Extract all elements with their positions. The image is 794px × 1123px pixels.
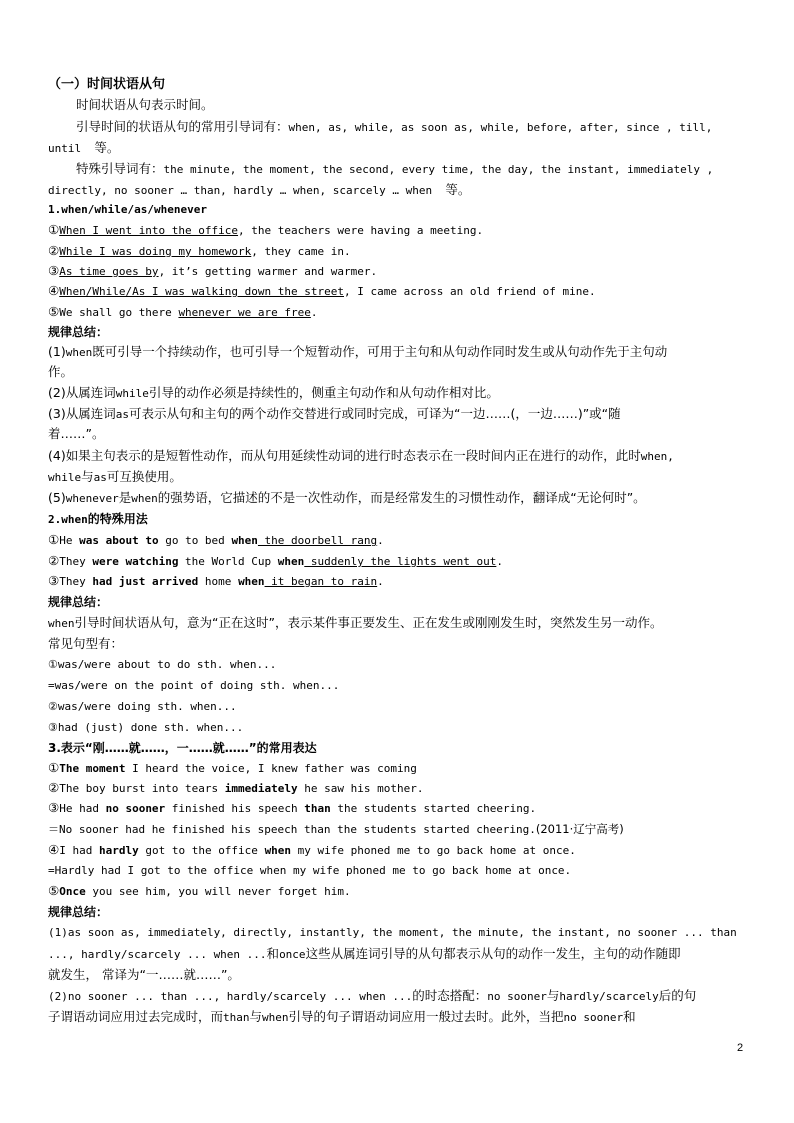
rule-1-4a: (4)如果主句表示的是短暂性动作，而从句用延续性动词的进行时态表示在一段时间内正在进行的动作，此时when, bbox=[48, 448, 674, 463]
example-3-2: ②The boy burst into tears immediately he saw his mother. bbox=[48, 780, 424, 795]
rule-1-2: (2)从属连词while引导的动作必须是持续性的，侧重主句动作和从句动作相对比。 bbox=[48, 385, 499, 400]
pattern-1: ①was/were about to do sth. when... bbox=[48, 658, 277, 671]
rule-1-3a: (3)从属连词as可表示从句和主句的两个动作交替进行或同时完成，可译为“一边……(，一边……)”或“随 bbox=[48, 406, 621, 421]
example-1-2: ②While I was doing my homework, they came in. bbox=[48, 243, 351, 258]
example-3-4-alt: =Hardly had I got to the office when my wife phoned me to go back home at once. bbox=[48, 864, 572, 877]
rule-label-2: 规律总结： bbox=[48, 595, 109, 609]
heading-3: 3.表示“刚……就……，一……就……”的常用表达 bbox=[48, 741, 317, 755]
rule-1-1a: (1)when既可引导一个持续动作，也可引导一个短暂动作，可用于主句和从句动作同时发生或从句动作先于主句动 bbox=[48, 344, 668, 359]
example-3-3: ③He had no sooner finished his speech than the students started cheering. bbox=[48, 800, 537, 815]
intro-text: 时间状语从句表示时间。 bbox=[76, 97, 214, 112]
example-1-4: ④When/While/As I was walking down the street, I came across an old friend of mine. bbox=[48, 283, 596, 298]
example-1-5: ⑤We shall go there whenever we are free. bbox=[48, 304, 318, 319]
rule-2-1: when引导时间状语从句，意为“正在这时”，表示某件事正要发生、正在发生或刚刚发生时，突然发生另一动作。 bbox=[48, 615, 663, 630]
example-1-1: ①When I went into the office, the teachers were having a meeting. bbox=[48, 222, 484, 237]
example-3-3-alt: ＝No sooner had he finished his speech than the students started cheering.(2011·辽宁高考) bbox=[48, 822, 624, 836]
special-words-line-2: directly, no sooner … than, hardly … when, scarcely … when 等。 bbox=[48, 182, 471, 197]
heading-2: 2.when的特殊用法 bbox=[48, 512, 148, 526]
rule-3-1b: ..., hardly/scarcely ... when ...和once这些从属连词引导的从句都表示从句的动作一发生，主句的动作随即 bbox=[48, 946, 681, 961]
rule-1-5: (5)whenever是when的强势语，它描述的不是一次性动作，而是经常发生的习惯性动作，翻译成“无论何时”。 bbox=[48, 490, 646, 505]
example-3-5: ⑤Once you see him, you will never forget him. bbox=[48, 883, 351, 898]
pattern-3: ③had (just) done sth. when... bbox=[48, 721, 244, 734]
rule-1-3b: 着……”。 bbox=[48, 426, 105, 441]
rule-3-2a: (2)no sooner ... than ..., hardly/scarcely ... when ...的时态搭配：no sooner与hardly/scarcely后的句 bbox=[48, 988, 697, 1003]
rule-label-3: 规律总结： bbox=[48, 905, 109, 919]
pattern-1-alt: =was/were on the point of doing sth. when... bbox=[48, 679, 340, 692]
example-3-4: ④I had hardly got to the office when my wife phoned me to go back home at once. bbox=[48, 842, 576, 857]
example-2-2: ②They were watching the World Cup when suddenly the lights went out. bbox=[48, 553, 503, 568]
special-words-line-1: 特殊引导词有：the minute, the moment, the second, every time, the day, the instant, immediately , bbox=[76, 161, 714, 176]
section-title: （一）时间状语从句 bbox=[48, 77, 166, 92]
rule-1-4b: while与as可互换使用。 bbox=[48, 469, 182, 484]
example-3-1: ①The moment I heard the voice, I knew father was coming bbox=[48, 760, 417, 775]
pattern-2: ②was/were doing sth. when... bbox=[48, 700, 237, 713]
rule-3-1c: 就发生， 常译为“一……就……”。 bbox=[48, 967, 240, 982]
heading-1: 1.when/while/as/whenever bbox=[48, 203, 207, 216]
example-2-3: ③They had just arrived home when it began to rain. bbox=[48, 573, 384, 588]
rule-1-1b: 作。 bbox=[48, 364, 74, 379]
common-words-line-2: until 等。 bbox=[48, 140, 120, 155]
rule-3-1a: (1)as soon as, immediately, directly, instantly, the moment, the minute, the instant, no sooner ... than bbox=[48, 926, 737, 939]
example-1-3: ③As time goes by, it’s getting warmer and warmer. bbox=[48, 263, 378, 278]
rule-3-2b: 子谓语动词应用过去完成时，而than与when引导的句子谓语动词应用一般过去时。此外，当把no sooner和 bbox=[48, 1009, 636, 1024]
rule-label-1: 规律总结： bbox=[48, 325, 109, 339]
example-2-1: ①He was about to go to bed when the doorbell rang. bbox=[48, 532, 384, 547]
rule-2-2: 常见句型有： bbox=[48, 636, 124, 651]
page-number: 2 bbox=[737, 1042, 744, 1054]
common-words-line-1: 引导时间的状语从句的常用引导词有：when, as, while, as soon as, while, before, after, since , till, bbox=[76, 119, 713, 134]
